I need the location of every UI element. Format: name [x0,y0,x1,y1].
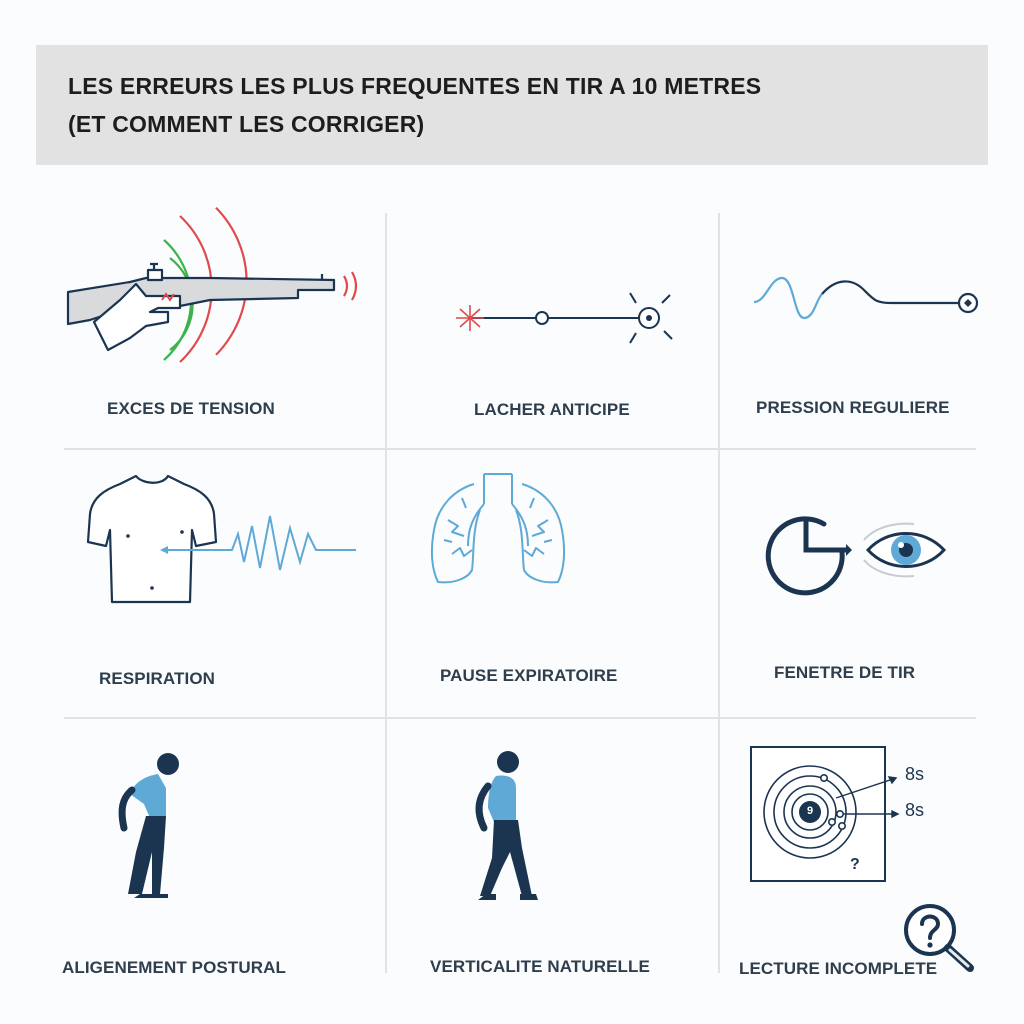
page-title [68,67,948,143]
title-line-2: (ET COMMENT LES CORRIGER) [68,111,425,137]
target-annotation-1: 8s [905,764,925,784]
cell-label: LACHER ANTICIPE [474,400,630,419]
cell-label: PRESSION REGULIERE [756,398,950,417]
divider-horizontal-1 [64,448,976,450]
torso-breath-icon [84,470,364,610]
upright-figure-icon [466,748,556,903]
divider-horizontal-2 [64,717,976,719]
target-annotation-2: 8s [905,800,925,820]
leaning-figure-icon [110,748,200,898]
header-banner [36,45,988,165]
annotation-arrows [830,770,910,830]
target-question-mark: ? [850,856,860,873]
cell-label: RESPIRATION [99,669,216,688]
lungs-icon [428,470,568,595]
clock-eye-icon [764,510,954,600]
divider-vertical-1 [385,213,387,973]
cell-label: ALIGENEMENT POSTURAL [62,958,286,977]
title-line-1: LES ERREURS LES PLUS FREQUENTES EN TIR A 10 METRES [68,73,762,99]
trigger-line-icon [450,285,680,355]
rifle-tension-icon [60,210,370,360]
cell-label: FENETRE DE TIR [774,663,916,682]
divider-vertical-2 [718,213,720,973]
cell-label: EXCES DE TENSION [107,399,275,418]
cell-label: PAUSE EXPIRATOIRE [440,666,618,685]
cell-label: VERTICALITE NATURELLE [430,957,650,976]
cell-label: LECTURE INCOMPLETE [739,959,938,978]
target-center-label: 9 [806,805,814,817]
smooth-wave-icon [752,272,982,332]
